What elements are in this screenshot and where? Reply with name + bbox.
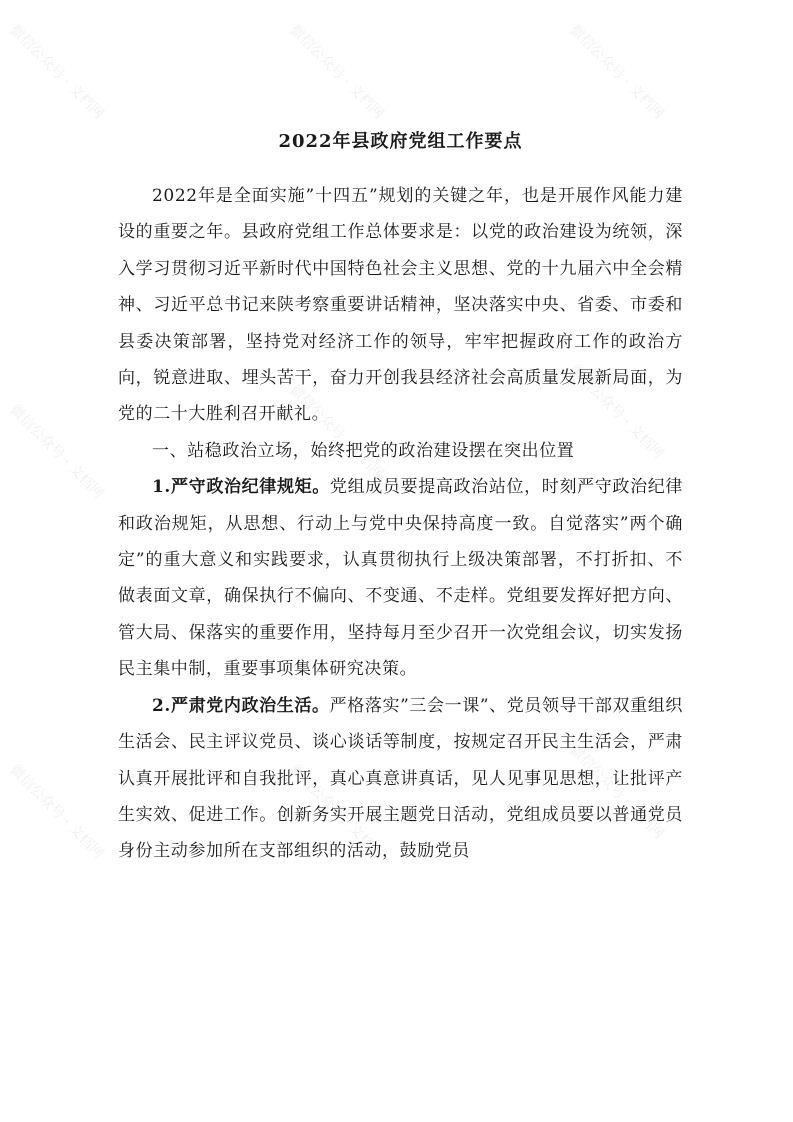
section-heading: 一、站稳政治立场，始终把党的政治建设摆在突出位置 <box>152 440 575 461</box>
item-1-paragraph <box>118 469 683 687</box>
watermark-text: 微信公众号 · 文档网 <box>6 22 107 123</box>
item-2-body: 严格落实”三会一课”、党员领导干部双重组织生活会、民主评议党员、谈心谈话等制度，按规定召开民主生活会，严肃认真开展批评和自我批评，真心真意讲真话，见人见事见思想，让批评产生实效、促进工作。创新务实开展主题党日活动，党组成员要以普通党员身份主动参加所在支部组织的活动，鼓励党员 <box>118 695 683 862</box>
item-2-paragraph <box>118 688 683 870</box>
watermark-text: 微信公众号 · 文档网 <box>286 22 387 123</box>
watermark-text: 微信公众号 · 文档网 <box>286 382 387 483</box>
item-1-body: 党组成员要提高政治站位，时刻严守政治纪律和政治规矩，从思想、行动上与党中央保持高度一致。自觉落实”两个确定”的重大意义和实践要求，认真贯彻执行上级决策部署，不打折扣、不做表面文章，确保执行不偏向、不变通、不走样。党组要发挥好把方向、管大局、保落实的重要作用，坚持每月至少召开一次党组会议，切实发扬民主集中制，重要事项集体研究决策。 <box>118 477 683 680</box>
intro-paragraph: 2022年是全面实施”十四五”规划的关键之年，也是开展作风能力建设的重要之年。县政府党组工作总体要求是：以党的政治建设为统领，深入学习贯彻习近平新时代中国特色社会主义思想、党的十九届六中全会精神、习近平总书记来陕考察重要讲话精神，坚决落实中央、省委、市委和县委决策部署，坚持党对经济工作的领导，牢牢把握政府工作的政治方向，锐意进取、埋头苦干，奋力开创我县经济社会高质量发展新局面，为党的二十大胜利召开献礼。 <box>118 186 683 425</box>
watermark-text: 微信公众号 · 文档网 <box>6 402 107 503</box>
watermark-text: 微信公众号 · 文档网 <box>6 762 107 863</box>
watermark-text: 微信公众号 · 文档网 <box>566 362 667 463</box>
watermark-text: 微信公众号 · 文档网 <box>286 762 387 863</box>
document-title: 2022年县政府党组工作要点 <box>278 131 523 152</box>
watermark-text: 微信公众号 · 文档网 <box>566 742 667 843</box>
item-2-title: 2.严肃党内政治生活。 <box>152 695 330 716</box>
item-1-title: 1.严守政治纪律规矩。 <box>152 477 330 498</box>
document-body <box>118 128 683 870</box>
watermark-text: 微信公众号 · 文档网 <box>566 22 667 123</box>
